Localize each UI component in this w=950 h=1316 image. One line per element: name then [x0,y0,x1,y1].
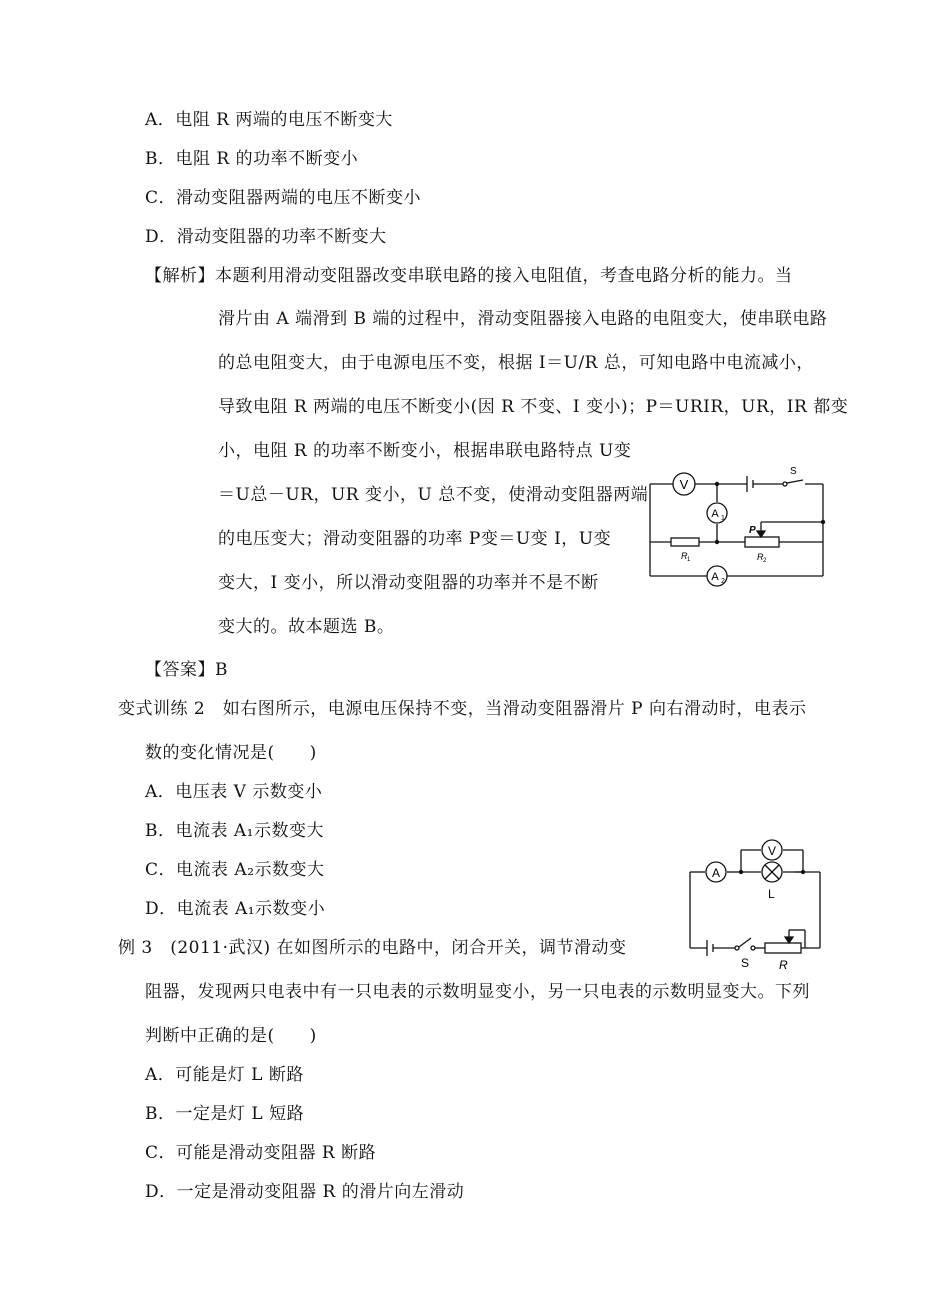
circuit-diagram-1 [645,460,830,590]
resistor-r1-label: R [681,551,688,561]
resistor-r2-label: R [757,552,764,562]
switch-label: S [790,466,797,477]
analysis-line-7: 变大，I 变小，所以滑动变阻器的功率并不是不断 [218,573,599,593]
variant2-option-c: C．电流表 A₂示数变大 [145,860,325,880]
ammeter-a-label: A [711,866,721,880]
answer: 【答案】B [145,660,228,680]
analysis-line-2: 的总电阻变大，由于电源电压不变，根据 I＝U/R 总，可知电路中电流减小， [218,353,814,373]
ammeter-a2-label: A [711,571,719,583]
example3-stem-line1: 例 3 (2011·武汉) 在如图所示的电路中，闭合开关，调节滑动变 [118,938,627,958]
variant2-option-d: D．电流表 A₁示数变小 [145,899,326,919]
analysis-line-6: 的电压变大；滑动变阻器的功率 P变＝U变 I，U变 [218,529,612,549]
voltmeter-label: V [767,844,777,858]
analysis-label: 【解析】 [145,266,215,286]
example3-option-b: B．一定是灯 L 短路 [145,1104,305,1124]
voltmeter-label: V [679,477,689,492]
example3-option-c: C．可能是滑动变阻器 R 断路 [145,1143,377,1163]
resistor-r1-sub: 1 [687,557,691,563]
ammeter-a2-sub: 2 [721,578,725,585]
q1-option-c: C．滑动变阻器两端的电压不断变小 [145,188,422,208]
variant2-option-a: A．电压表 V 示数变小 [145,782,323,802]
variant2-option-b: B．电流表 A₁示数变大 [145,821,324,841]
analysis-line-1: 滑片由 A 端滑到 B 端的过程中，滑动变阻器接入电路的电阻变大，使串联电路 [218,309,828,329]
example3-option-a: A．可能是灯 L 断路 [145,1065,304,1085]
analysis-line-0: 本题利用滑动变阻器改变串联电路的接入电阻值，考查电路分析的能力。当 [215,266,793,286]
q1-option-b: B．电阻 R 的功率不断变小 [145,149,359,169]
analysis-line-3: 导致电阻 R 两端的电压不断变小(因 R 不变、I 变小)；P＝URIR，UR，IR 都变 [218,397,849,417]
q1-option-a: A．电阻 R 两端的电压不断变大 [145,110,393,130]
variant2-stem-line1: 变式训练 2 如右图所示，电源电压保持不变，当滑动变阻器滑片 P 向右滑动时，电表示 [118,699,807,719]
ammeter-a1-label: A [711,508,719,520]
lamp-icon [762,862,782,882]
switch-label: S [741,956,750,970]
analysis-line-5: ＝U总－UR，UR 变小，U 总不变，使滑动变阻器两端 [218,485,649,505]
example3-stem-line2: 阻器，发现两只电表中有一只电表的示数明显变小，另一只电表的示数明显变大。下列 [145,982,810,1002]
resistor-r2-sub: 2 [763,558,767,564]
example3-option-d: D．一定是滑动变阻器 R 的滑片向左滑动 [145,1182,465,1202]
ammeter-a1-sub: 1 [721,515,725,522]
q1-option-d: D．滑动变阻器的功率不断变大 [145,227,387,247]
slider-p-label: P [749,525,756,536]
rheostat-label: R [779,958,788,970]
variant2-stem-line2: 数的变化情况是( ) [145,743,317,763]
lamp-label: L [768,887,775,901]
analysis-first-line [145,264,793,288]
circuit-diagram-2 [685,828,830,970]
analysis-line-4: 小，电阻 R 的功率不断变小，根据串联电路特点 U变 [218,441,632,461]
example3-stem-line3: 判断中正确的是( ) [145,1026,317,1046]
analysis-line-8: 变大的。故本题选 B。 [218,617,395,637]
